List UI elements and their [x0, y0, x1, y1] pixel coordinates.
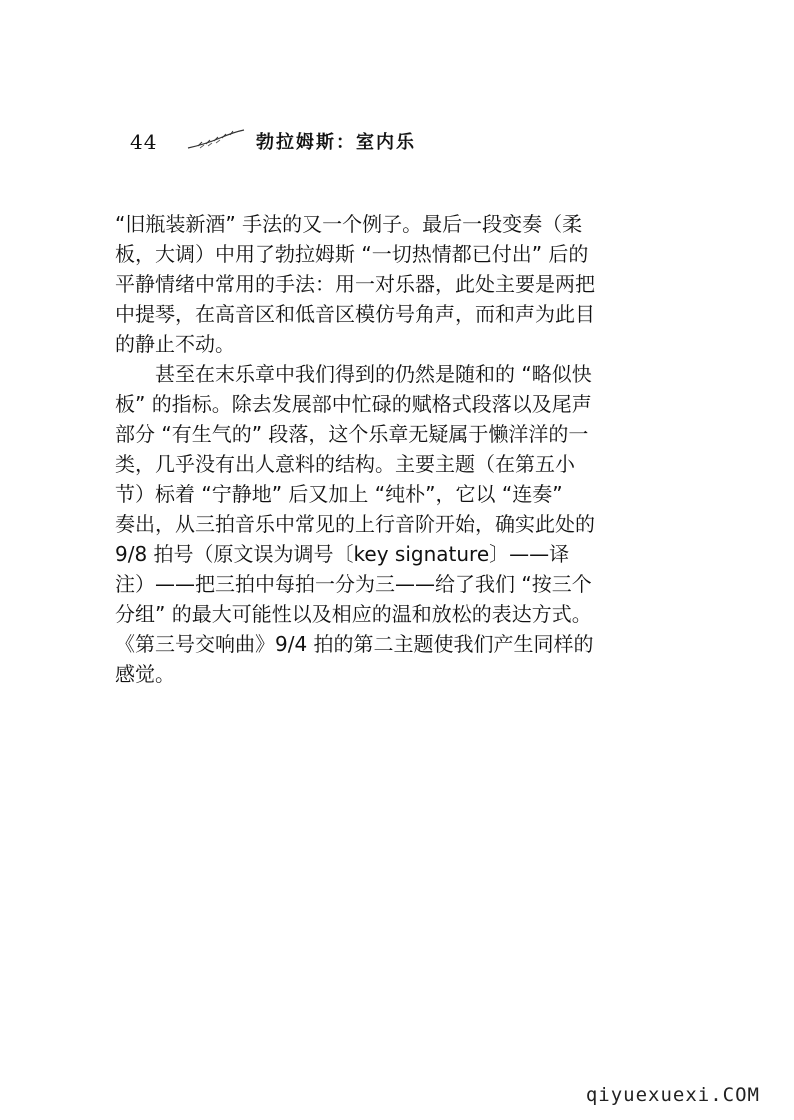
running-title: 勃拉姆斯：室内乐 [256, 132, 416, 153]
site-watermark: qiyuexuexi.COM [585, 1084, 760, 1106]
text-line: 板” 的指标。除去发展部中忙碌的赋格式段落以及尾声 [115, 392, 592, 416]
text-line: 平静情绪中常用的手法：用一对乐器，此处主要是两把 [115, 272, 595, 296]
text-line: 注）——把三拍中每拍一分为三——给了我们 “按三个 [115, 572, 592, 596]
text-line: 部分 “有生气的” 段落，这个乐章无疑属于懒洋洋的一 [115, 422, 589, 446]
text-line: 奏出，从三拍音乐中常见的上行音阶开始，确实此处的 [115, 512, 595, 536]
page-header [130, 128, 530, 158]
paragraph-2 [115, 359, 675, 689]
text-line: 分组” 的最大可能性以及相应的温和放松的表达方式。 [115, 602, 592, 626]
paragraph-1 [115, 209, 675, 359]
text-line: 甚至在末乐章中我们得到的仍然是随和的 “略似快 [155, 362, 592, 386]
text-line: 板，大调）中用了勃拉姆斯 “一切热情都已付出” 后的 [115, 242, 589, 266]
text-line: 类，几乎没有出人意料的结构。主要主题（在第五小 [115, 452, 575, 476]
text-line: 节）标着 “宁静地” 后又加上 “纯朴”，它以 “连奏” [115, 482, 563, 506]
page-number: 44 [130, 130, 158, 154]
text-line: 9/8 拍号（原文误为调号〔key signature〕——译 [115, 542, 570, 566]
text-line: 《第三号交响曲》9/4 拍的第二主题使我们产生同样的 [115, 632, 594, 656]
text-line: 感觉。 [115, 662, 175, 686]
feather-ornament-icon [186, 128, 246, 152]
text-line: “旧瓶装新酒” 手法的又一个例子。最后一段变奏（柔 [115, 212, 583, 236]
text-line: 的静止不动。 [115, 332, 235, 356]
text-line: 中提琴，在高音区和低音区模仿号角声，而和声为此目 [115, 302, 595, 326]
body-text [115, 209, 675, 689]
